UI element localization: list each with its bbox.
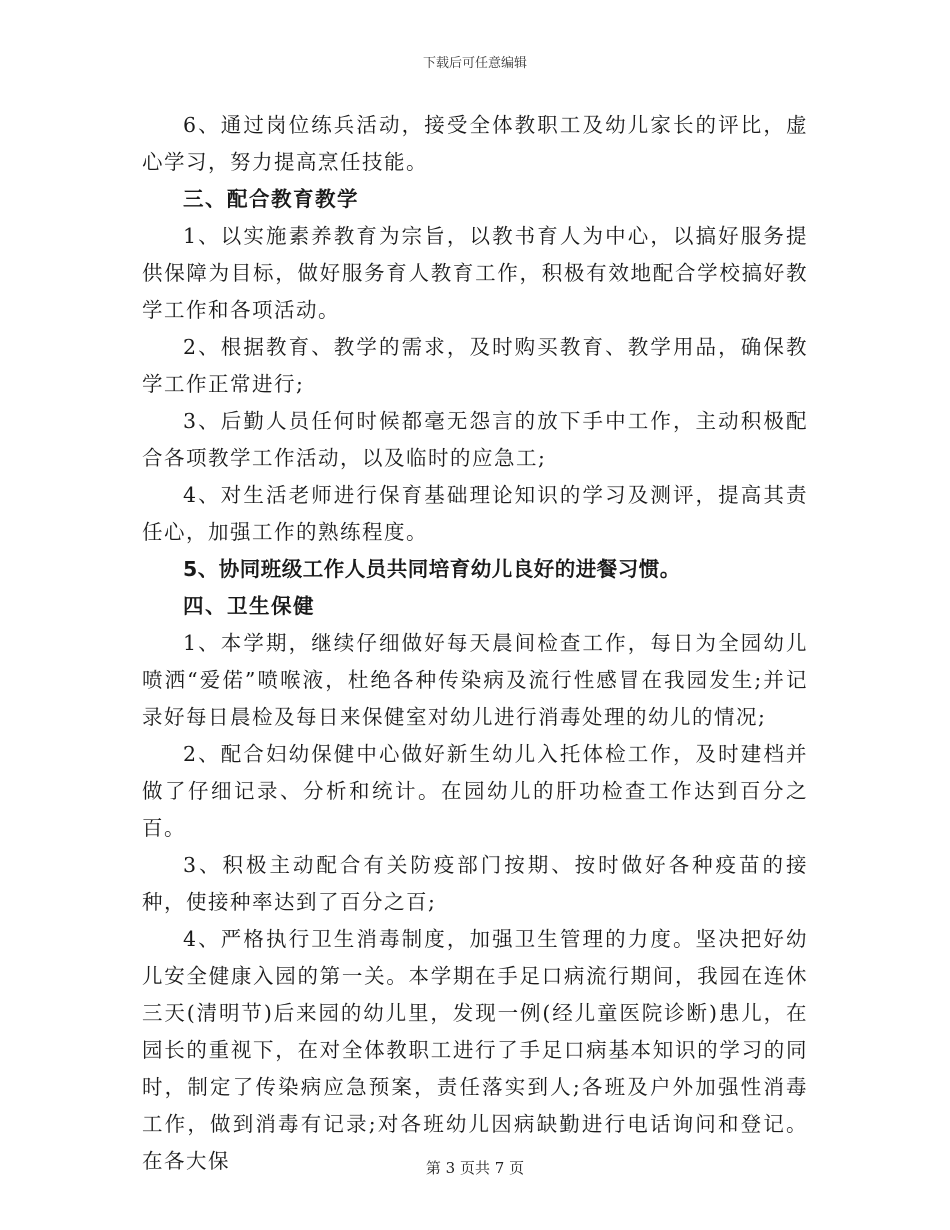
paragraph-item-3: 3、后勤人员任何时候都毫无怨言的放下手中工作，主动积极配合各项教学工作活动，以及临时的应急工; bbox=[142, 409, 808, 470]
paragraph-health-1: 1、本学期，继续仔细做好每天晨间检查工作，每日为全园幼儿喷洒“爱偌”喷喉液，杜绝各种传染病及流行性感冒在我园发生;并记录好每日晨检及每日来保健室对幼儿进行消毒处理的幼儿的情况; bbox=[142, 631, 808, 729]
paragraph-item-2: 2、根据教育、教学的需求，及时购买教育、教学用品，确保教学工作正常进行; bbox=[142, 335, 808, 396]
section-heading-3: 三、配合教育教学 bbox=[183, 187, 359, 211]
paragraph-health-3: 3、积极主动配合有关防疫部门按期、按时做好各种疫苗的接种，使接种率达到了百分之百; bbox=[142, 853, 808, 914]
paragraph-health-4: 4、严格执行卫生消毒制度，加强卫生管理的力度。坚决把好幼儿安全健康入园的第一关。本学期在手足口病流行期间，我园在连休三天(清明节)后来园的幼儿里，发现一例(经儿童医院诊断)患儿，在园长的重视下，在对全体教职工进行了手足口病基本知识的学习的同时，制定了传染病应急预案，责任落实到人;各班及户外加强性消毒工作，做到消毒有记录;对各班幼儿因病缺勤进行电话询问和登记。在各大保 bbox=[142, 927, 808, 1173]
paragraph-item-5-bold: 5、协同班级工作人员共同培育幼儿良好的进餐习惯。 bbox=[183, 557, 681, 581]
paragraph-item-4: 4、对生活老师进行保育基础理论知识的学习及测评，提高其责任心，加强工作的熟练程度。 bbox=[142, 483, 808, 544]
document-body bbox=[142, 107, 808, 1180]
section-heading-4: 四、卫生保健 bbox=[183, 594, 315, 618]
paragraph-item-1: 1、以实施素养教育为宗旨，以教书育人为中心，以搞好服务提供保障为目标，做好服务育人教育工作，积极有效地配合学校搞好教学工作和各项活动。 bbox=[142, 224, 808, 322]
paragraph-health-2: 2、配合妇幼保健中心做好新生幼儿入托体检工作，及时建档并做了仔细记录、分析和统计。在园幼儿的肝功检查工作达到百分之百。 bbox=[142, 742, 808, 840]
page-header: 下载后可任意编辑 bbox=[422, 56, 527, 71]
paragraph-item-6: 6、通过岗位练兵活动，接受全体教职工及幼儿家长的评比，虚心学习，努力提高烹任技能。 bbox=[142, 113, 808, 174]
page-footer: 第 3 页共 7 页 bbox=[425, 1159, 525, 1177]
